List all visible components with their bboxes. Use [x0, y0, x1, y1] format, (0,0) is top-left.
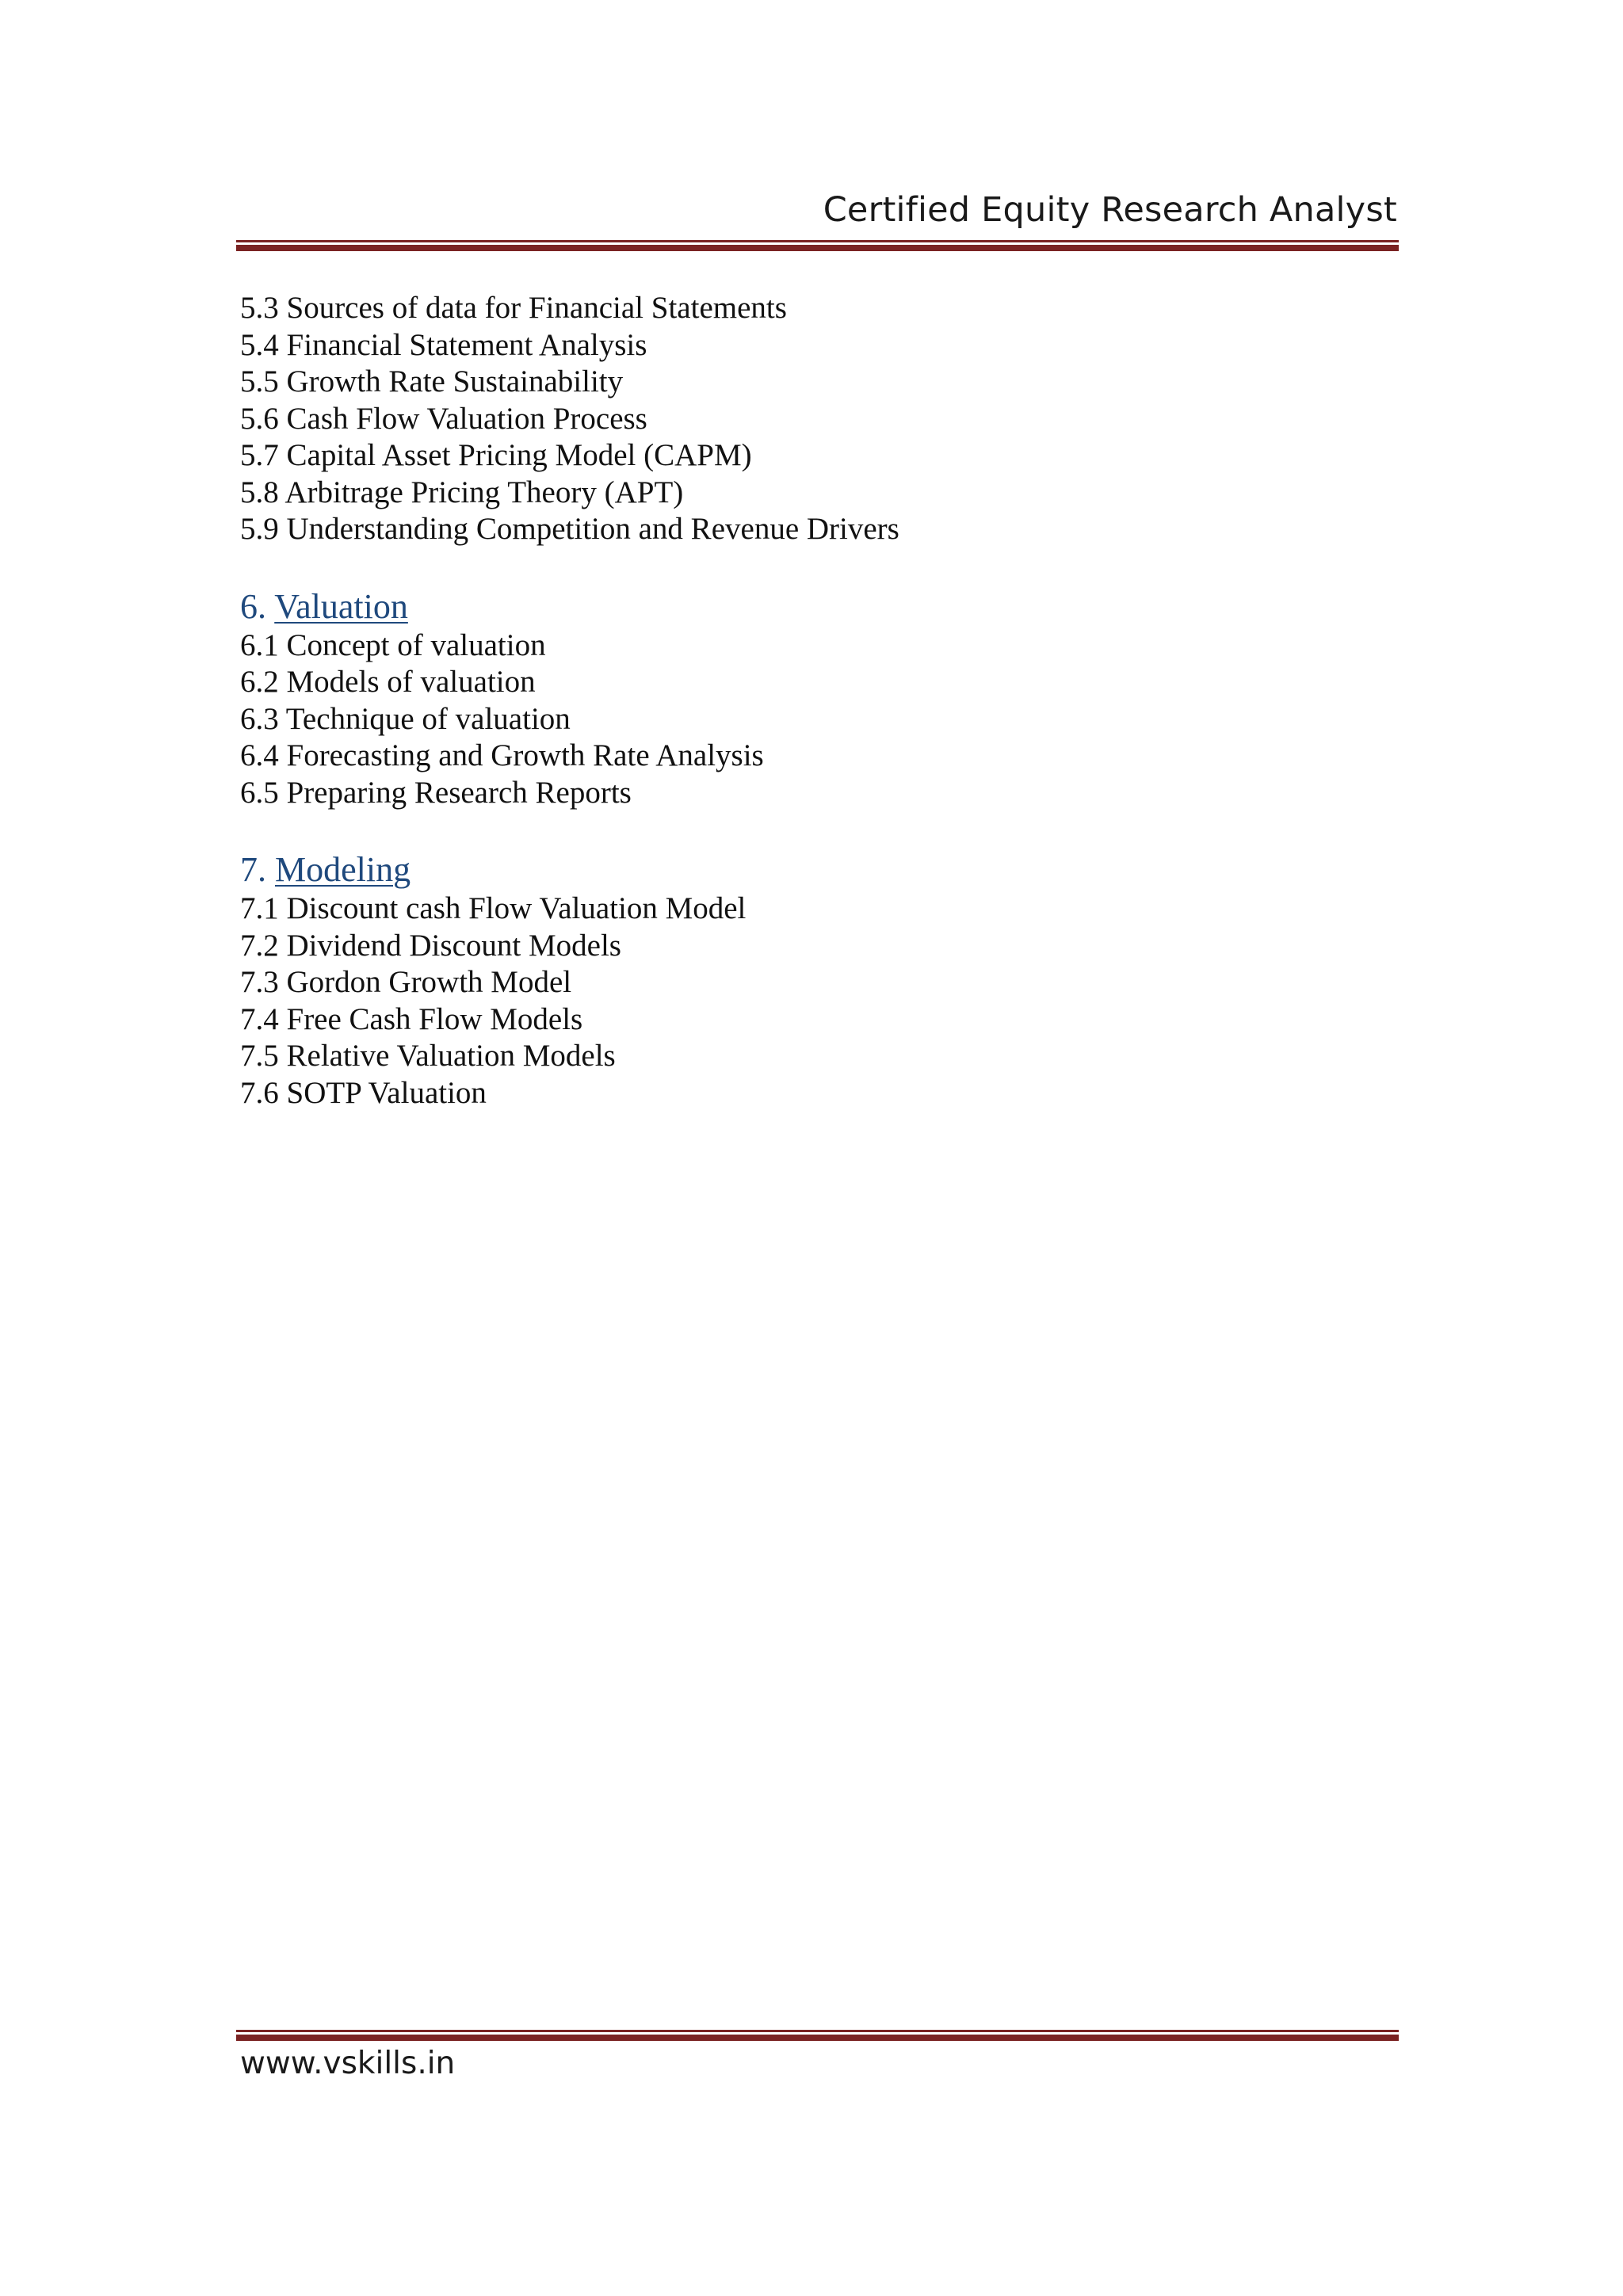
footer-url: www.vskills.in [240, 2046, 456, 2081]
toc-item: 5.5 Growth Rate Sustainability [240, 364, 624, 399]
toc-item: 6.2 Models of valuation [240, 665, 536, 699]
toc-item: 7.3 Gordon Growth Model [240, 965, 572, 999]
toc-section-modeling [240, 849, 1350, 1112]
header-title: Certified Equity Research Analyst [823, 190, 1397, 230]
toc-item: 5.8 Arbitrage Pricing Theory (APT) [240, 475, 684, 509]
toc-item: 7.4 Free Cash Flow Models [240, 1001, 583, 1036]
section-number: 7. [240, 850, 266, 889]
toc-item: 7.2 Dividend Discount Models [240, 928, 621, 963]
toc-intro-list [240, 290, 1350, 548]
header-rule [236, 240, 1399, 251]
table-of-contents [240, 290, 1350, 1112]
toc-item: 7.1 Discount cash Flow Valuation Model [240, 891, 747, 925]
section-heading-modeling [240, 849, 1350, 891]
toc-item: 5.7 Capital Asset Pricing Model (CAPM) [240, 438, 752, 472]
toc-item: 5.4 Financial Statement Analysis [240, 327, 647, 362]
toc-item: 5.3 Sources of data for Financial Statements [240, 291, 787, 325]
toc-item: 5.6 Cash Flow Valuation Process [240, 401, 647, 436]
toc-item: 7.6 SOTP Valuation [240, 1075, 487, 1110]
section-heading-valuation [240, 586, 1350, 627]
section-title-link[interactable]: Valuation [274, 586, 408, 626]
section-title-link[interactable]: Modeling [275, 850, 411, 889]
toc-item: 6.1 Concept of valuation [240, 627, 546, 662]
toc-item: 6.4 Forecasting and Growth Rate Analysis [240, 738, 764, 772]
toc-item: 7.5 Relative Valuation Models [240, 1039, 616, 1073]
footer-rule [236, 2030, 1399, 2041]
toc-item: 5.9 Understanding Competition and Revenue Drivers [240, 512, 899, 546]
toc-item: 6.3 Technique of valuation [240, 701, 571, 736]
section-number: 6. [240, 586, 266, 626]
toc-section-valuation [240, 586, 1350, 812]
toc-item: 6.5 Preparing Research Reports [240, 775, 632, 810]
